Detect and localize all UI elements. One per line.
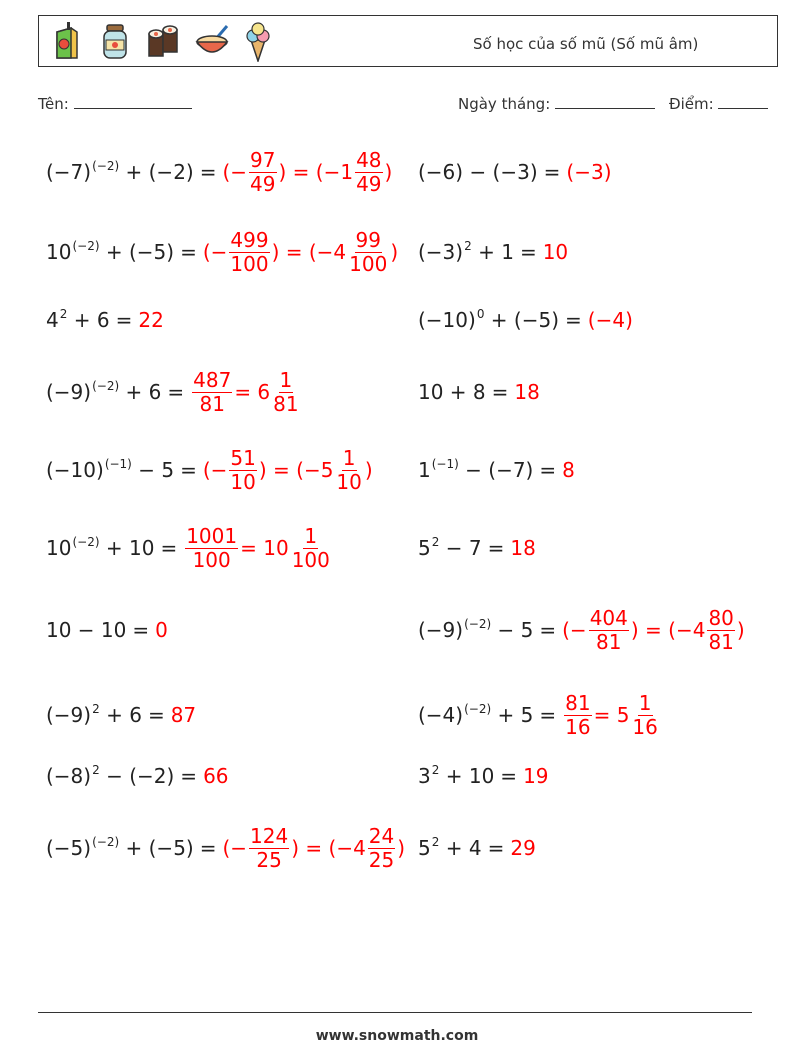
jam-jar-icon (97, 22, 133, 62)
problem-answer: 87 (170, 703, 197, 727)
problem-expression: (−6) − (−3) = (418, 160, 561, 184)
rice-bowl-icon (193, 22, 231, 62)
sushi-roll-icon (145, 22, 181, 62)
problem-answer: (− $\frac{97}{49}$ ) = (−1 $\frac{48}{49}$ ) (222, 147, 393, 196)
score-label: Điểm: (669, 95, 714, 113)
problem-16 (418, 685, 661, 745)
problem-15 (46, 685, 196, 745)
problem-expression: $10^{(-2)} + (-5)$ = (46, 239, 197, 264)
problem-1 (46, 142, 392, 202)
problem-7 (46, 362, 302, 422)
fraction: $\frac{404}{81}$ (589, 605, 628, 654)
problem-expression: $(-7)^{(-2)} + (-2)$ = (46, 159, 217, 184)
header-box (38, 15, 778, 67)
worksheet-title: Số học của số mũ (Số mũ âm) (473, 35, 699, 53)
problem-expression: 10 + 8 = (418, 380, 509, 404)
problem-answer: 18 (510, 536, 536, 560)
problem-17 (46, 746, 229, 806)
problem-expression: $(-4)^{(-2)} + 5$ = (418, 702, 557, 727)
problem-answer: 29 (510, 836, 536, 860)
problem-18 (418, 746, 549, 806)
problem-expression: $(-3)^2 + 1$ = (418, 239, 537, 264)
problem-expression: $(-10)^{(-1)} - 5$ = (46, 457, 197, 482)
problem-answer: (− $\frac{404}{81}$ ) = (−4 $\frac{80}{81}$ ) (562, 605, 745, 654)
problem-4 (418, 222, 568, 282)
footer-url: www.snowmath.com (315, 1028, 479, 1044)
problem-6 (418, 290, 633, 350)
problem-expression: $(-5)^{(-2)} + (-5)$ = (46, 835, 217, 860)
problem-expression: $(-9)^2 + 6$ = (46, 702, 165, 727)
fraction: $\frac{97}{49}$ (250, 147, 276, 196)
problem-expression: $5^2 - 7$ = (418, 535, 505, 560)
problem-20 (418, 818, 536, 878)
date-field (458, 95, 655, 113)
icon-row (49, 22, 273, 62)
score-blank[interactable] (718, 95, 768, 109)
fraction: $\frac{99}{100}$ (349, 227, 388, 276)
problem-answer: 10 (542, 240, 569, 264)
fraction: $\frac{1001}{100}$ (186, 523, 238, 572)
problem-expression: $(-9)^{(-2)} + 6$ = (46, 379, 185, 404)
fraction: $\frac{51}{10}$ (230, 445, 256, 494)
problem-answer: 18 (514, 380, 540, 404)
problem-expression: $10^{(-2)} + 10$ = (46, 535, 178, 560)
problem-answer: 22 (138, 308, 164, 332)
fraction: $\frac{48}{49}$ (356, 147, 382, 196)
fraction: $\frac{81}{16}$ (565, 690, 591, 739)
problem-9 (46, 440, 373, 500)
name-label: Tên: (38, 95, 69, 113)
name-blank[interactable] (74, 95, 192, 109)
problem-3 (46, 222, 398, 282)
problem-2 (418, 142, 612, 202)
problem-answer: (−4) (587, 308, 633, 332)
problem-11 (46, 518, 333, 578)
problem-5 (46, 290, 164, 350)
problem-expression: $(-9)^{(-2)} - 5$ = (418, 617, 557, 642)
score-field (669, 95, 768, 113)
problem-13 (46, 600, 168, 660)
problem-expression: $(-10)^0 + (-5)$ = (418, 307, 582, 332)
problem-answer: (−3) (566, 160, 612, 184)
problem-answer: 0 (155, 618, 168, 642)
problem-answer: $\frac{487}{81}$ = 6 $\frac{1}{81}$ (193, 367, 299, 416)
fraction: $\frac{24}{25}$ (368, 823, 395, 872)
problem-answer: 66 (203, 764, 229, 788)
problem-answer: 19 (523, 764, 549, 788)
problem-expression: 10 − 10 = (46, 618, 150, 642)
problem-19 (46, 818, 405, 878)
problem-answer: (− $\frac{51}{10}$ ) = (−5 $\frac{1}{10}$ ) (202, 445, 373, 494)
date-label: Ngày tháng: (458, 95, 551, 113)
problem-expression: $(-8)^2 - (-2)$ = (46, 763, 198, 788)
footer-divider (38, 1012, 752, 1013)
fraction: $\frac{1}{10}$ (336, 445, 362, 494)
problem-8 (418, 362, 540, 422)
problem-answer: (− $\frac{124}{25}$ ) = (−4 $\frac{24}{25}$ ) (222, 823, 406, 872)
problem-expression: $4^2 + 6$ = (46, 307, 133, 332)
fraction: $\frac{1}{100}$ (291, 523, 330, 572)
problem-expression: $1^{(-1)} - (-7)$ = (418, 457, 557, 482)
problem-expression: $3^2 + 10$ = (418, 763, 518, 788)
juice-box-icon (49, 22, 85, 62)
fraction: $\frac{487}{81}$ (193, 367, 232, 416)
name-field (38, 95, 192, 113)
problem-answer: $\frac{81}{16}$ = 5 $\frac{1}{16}$ (565, 690, 658, 739)
fraction: $\frac{80}{81}$ (708, 605, 734, 654)
problem-expression: $5^2 + 4$ = (418, 835, 505, 860)
problem-14 (418, 600, 745, 660)
fraction: $\frac{499}{100}$ (230, 227, 269, 276)
problem-answer: (− $\frac{499}{100}$ ) = (−4 $\frac{99}{100}$ ) (202, 227, 399, 276)
fraction: $\frac{124}{25}$ (250, 823, 289, 872)
fraction: $\frac{1}{16}$ (632, 690, 658, 739)
date-blank[interactable] (555, 95, 655, 109)
ice-cream-cone-icon (243, 22, 273, 62)
problem-answer: 8 (562, 458, 575, 482)
fraction: $\frac{1}{81}$ (273, 367, 299, 416)
problem-12 (418, 518, 536, 578)
problem-answer: $\frac{1001}{100}$ = 10 $\frac{1}{100}$ (186, 523, 330, 572)
problem-10 (418, 440, 575, 500)
